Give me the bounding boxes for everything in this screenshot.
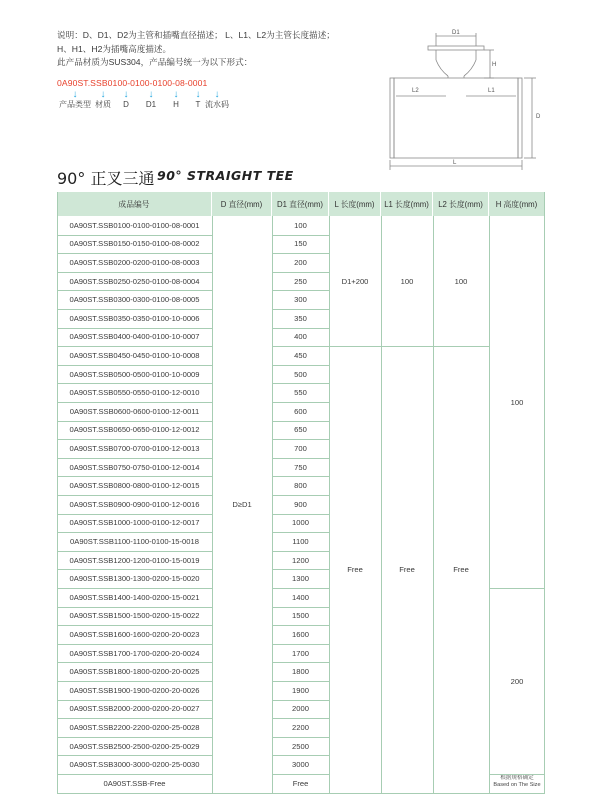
table-divider [272, 346, 329, 347]
dim-l1-label: L1 [488, 88, 495, 94]
table-divider [57, 755, 212, 756]
code-part-label: 产品类型 [59, 100, 91, 109]
product-code-cell: 0A90ST.SSB0450-0450-0100-10-0008 [69, 350, 200, 360]
table-divider [57, 625, 212, 626]
dim-h-label: H [492, 62, 497, 68]
table-divider [57, 607, 212, 608]
d1-cell: 1400 [292, 592, 309, 602]
table-divider [272, 718, 329, 719]
tee-technical-drawing [384, 26, 550, 174]
table-divider [272, 476, 329, 477]
code-part [116, 90, 136, 110]
d1-cell: 1100 [292, 536, 309, 546]
product-code-cell: 0A90ST.SSB0300-0300-0100-08-0005 [69, 295, 200, 305]
d1-cell: 2000 [292, 704, 309, 714]
product-code-cell: 0A90ST.SSB0650-0650-0100-12-0012 [69, 425, 200, 435]
code-part-label: 流水码 [205, 100, 229, 109]
h-note [489, 775, 545, 793]
code-part-label: D1 [145, 100, 157, 109]
table-divider [329, 216, 330, 793]
product-code-cell: 0A90ST.SSB1900-1900-0200-20-0026 [69, 685, 200, 695]
product-code-cell: 0A90ST.SSB0600-0600-0100-12-0011 [69, 406, 200, 416]
down-arrow-icon: ↓ [123, 89, 129, 100]
product-code-cell: 0A90ST.SSB0750-0750-0100-12-0014 [69, 462, 200, 472]
table-divider [57, 309, 212, 310]
h-bottom-cell: 200 [510, 676, 524, 686]
table-divider [57, 328, 212, 329]
table-divider [57, 439, 212, 440]
product-code-cell: 0A90ST.SSB-Free [103, 778, 166, 788]
intro-text [57, 29, 387, 70]
product-code-cell: 0A90ST.SSB0550-0550-0100-12-0010 [69, 388, 200, 398]
table-header-cell: D 直径(mm) [212, 192, 272, 216]
section-title-cn: 90° 正叉三通 [57, 169, 155, 188]
table-divider [272, 235, 329, 236]
l2-bottom-cell: Free [453, 564, 469, 574]
d1-cell: 1800 [292, 667, 309, 677]
d1-cell: Free [292, 778, 309, 788]
table-divider [57, 365, 212, 366]
d1-cell: 200 [294, 257, 307, 267]
table-divider [272, 644, 329, 645]
down-arrow-icon: ↓ [72, 89, 78, 100]
code-part-label: H [173, 100, 179, 109]
product-code-cell: 0A90ST.SSB1600-1600-0200-20-0023 [69, 629, 200, 639]
table-divider [272, 755, 329, 756]
table-divider [272, 681, 329, 682]
table-divider [272, 774, 329, 775]
d1-cell: 300 [294, 295, 307, 305]
code-part-label: 材质 [95, 100, 111, 109]
d1-cell: 650 [294, 425, 307, 435]
dim-d1-label: D1 [452, 30, 460, 36]
table-divider [272, 607, 329, 608]
product-code-cell: 0A90ST.SSB1700-1700-0200-20-0024 [69, 648, 200, 658]
product-code-cell: 0A90ST.SSB0800-0800-0100-12-0015 [69, 481, 200, 491]
table-divider [489, 588, 545, 589]
d-merged-cell: D≥D1 [232, 499, 252, 509]
d1-cell: 1700 [292, 648, 309, 658]
code-part [207, 90, 227, 110]
d1-cell: 1500 [292, 611, 309, 621]
product-code-cell: 0A90ST.SSB1200-1200-0100-15-0019 [69, 555, 200, 565]
code-part-label: T [195, 100, 201, 109]
d1-cell: 2200 [292, 722, 309, 732]
down-arrow-icon: ↓ [195, 89, 201, 100]
d1-cell: 1000 [292, 518, 309, 528]
table-divider [57, 514, 212, 515]
d1-cell: 500 [294, 369, 307, 379]
product-code-cell: 0A90ST.SSB0250-0250-0100-08-0004 [69, 276, 200, 286]
table-divider [57, 383, 212, 384]
product-code-cell: 0A90ST.SSB3000-3000-0200-25-0030 [69, 760, 200, 770]
dim-d-label: D [536, 114, 541, 120]
table-divider [57, 458, 212, 459]
table-divider [272, 439, 329, 440]
table-divider [57, 192, 58, 793]
table-divider [57, 346, 212, 347]
code-part [59, 89, 91, 110]
intro-line: H、H1、H2为插嘴高度描述。 [57, 43, 172, 54]
product-code-cell: 0A90ST.SSB0100-0100-0100-08-0001 [69, 220, 200, 230]
table-header-cell: L 长度(mm) [329, 192, 381, 216]
table-divider [57, 774, 212, 775]
code-part [141, 90, 161, 110]
l1-bottom-cell: Free [399, 564, 415, 574]
table-divider [57, 402, 212, 403]
table-divider [272, 383, 329, 384]
d1-cell: 700 [294, 443, 307, 453]
table-divider [57, 532, 212, 533]
product-code-cell: 0A90ST.SSB1400-1400-0200-15-0021 [69, 592, 200, 602]
product-code-cell: 0A90ST.SSB0500-0500-0100-10-0009 [69, 369, 200, 379]
d1-cell: 1200 [292, 555, 309, 565]
table-divider [272, 458, 329, 459]
intro-line: 说明：D、D1、D2为主管和插嘴直径描述； L、L1、L2为主管长度描述； [57, 30, 335, 40]
table-divider [272, 253, 329, 254]
table-divider [489, 216, 490, 793]
d1-cell: 1600 [292, 629, 309, 639]
table-divider [272, 737, 329, 738]
table-divider [57, 421, 212, 422]
product-code-cell: 0A90ST.SSB2200-2200-0200-25-0028 [69, 722, 200, 732]
table-divider [57, 235, 212, 236]
d1-cell: 750 [294, 462, 307, 472]
l1-top-cell: 100 [400, 276, 414, 286]
product-code-cell: 0A90ST.SSB1100-1100-0100-15-0018 [70, 536, 199, 546]
code-legend [57, 90, 257, 112]
table-divider [272, 700, 329, 701]
h-note-en: Based on The Size [493, 782, 541, 788]
down-arrow-icon: ↓ [173, 89, 179, 100]
code-example: 0A90ST.SSB0100-0100-0100-08-0001 [57, 78, 208, 88]
product-code-cell: 0A90ST.SSB2500-2500-0200-25-0029 [69, 741, 200, 751]
h-top-cell: 100 [510, 397, 524, 407]
table-divider [544, 192, 545, 793]
d1-cell: 350 [294, 313, 307, 323]
table-divider [272, 588, 329, 589]
l2-top-cell: 100 [454, 276, 468, 286]
table-divider [381, 216, 382, 793]
d1-cell: 550 [294, 388, 307, 398]
table-divider [272, 514, 329, 515]
table-header-cell: L2 长度(mm) [433, 192, 489, 216]
table-divider [57, 700, 212, 701]
table-header-cell: L1 长度(mm) [381, 192, 433, 216]
d1-cell: 250 [294, 276, 307, 286]
table-divider [57, 476, 212, 477]
down-arrow-icon: ↓ [148, 89, 154, 100]
table-divider [57, 253, 212, 254]
table-divider [57, 569, 212, 570]
d1-cell: 150 [294, 239, 307, 249]
product-code-cell: 0A90ST.SSB0400-0400-0100-10-0007 [69, 332, 200, 342]
product-code-cell: 0A90ST.SSB1800-1800-0200-20-0025 [69, 667, 200, 677]
table-divider [272, 328, 329, 329]
table-header-cell: H 高度(mm) [489, 192, 545, 216]
table-divider [433, 216, 434, 793]
dim-l-label: L [453, 160, 457, 166]
d1-cell: 600 [294, 406, 307, 416]
down-arrow-icon: ↓ [214, 89, 220, 100]
table-divider [57, 793, 545, 794]
product-code-cell: 0A90ST.SSB0150-0150-0100-08-0002 [69, 239, 200, 249]
code-part-label: D [123, 100, 129, 109]
table-divider [272, 495, 329, 496]
l-top-cell: D1+200 [341, 276, 369, 286]
table-divider [272, 216, 273, 793]
table-divider [272, 532, 329, 533]
l-bottom-cell: Free [347, 564, 363, 574]
table-divider [57, 272, 212, 273]
table-header-cell: D1 直径(mm) [272, 192, 329, 216]
h-note-cn: 根据规格确定 [500, 775, 534, 781]
intro-line: 此产品材质为SUS304，产品编号统一为以下形式： [57, 57, 253, 68]
product-code-cell: 0A90ST.SSB1000-1000-0100-12-0017 [69, 518, 200, 528]
d1-cell: 3000 [292, 760, 309, 770]
table-divider [329, 346, 489, 347]
table-divider [57, 588, 212, 589]
table-divider [272, 402, 329, 403]
product-code-cell: 0A90ST.SSB1500-1500-0200-15-0022 [69, 611, 200, 621]
product-code-cell: 0A90ST.SSB0200-0200-0100-08-0003 [69, 257, 200, 267]
d1-cell: 400 [294, 332, 307, 342]
table-divider [272, 290, 329, 291]
down-arrow-icon: ↓ [100, 89, 106, 100]
table-divider [272, 662, 329, 663]
dim-l2-label: L2 [412, 88, 419, 94]
section-title-en: 90° STRAIGHT TEE [157, 168, 294, 183]
table-header-cell: 成品编号 [57, 192, 212, 216]
table-divider [57, 551, 212, 552]
table-divider [57, 681, 212, 682]
table-divider [212, 216, 213, 793]
table-divider [57, 718, 212, 719]
table-divider [272, 551, 329, 552]
product-code-cell: 0A90ST.SSB0900-0900-0100-12-0016 [69, 499, 200, 509]
table-divider [272, 421, 329, 422]
d1-cell: 100 [294, 220, 307, 230]
table-divider [272, 309, 329, 310]
d1-cell: 1300 [292, 574, 309, 584]
d1-cell: 2500 [292, 741, 309, 751]
product-code-cell: 0A90ST.SSB0350-0350-0100-10-0006 [69, 313, 200, 323]
d1-cell: 1900 [292, 685, 309, 695]
d1-cell: 800 [294, 481, 307, 491]
product-code-cell: 0A90ST.SSB0700-0700-0100-12-0013 [69, 443, 200, 453]
table-divider [272, 569, 329, 570]
spec-table [57, 192, 545, 788]
product-code-cell: 0A90ST.SSB2000-2000-0200-20-0027 [69, 704, 200, 714]
table-divider [57, 737, 212, 738]
table-divider [57, 644, 212, 645]
d1-cell: 450 [294, 350, 307, 360]
table-divider [272, 272, 329, 273]
table-divider [272, 625, 329, 626]
d1-cell: 900 [294, 499, 307, 509]
table-divider [57, 662, 212, 663]
table-divider [489, 774, 545, 775]
table-divider [57, 290, 212, 291]
table-divider [272, 365, 329, 366]
table-divider [57, 495, 212, 496]
product-code-cell: 0A90ST.SSB1300-1300-0200-15-0020 [69, 574, 200, 584]
